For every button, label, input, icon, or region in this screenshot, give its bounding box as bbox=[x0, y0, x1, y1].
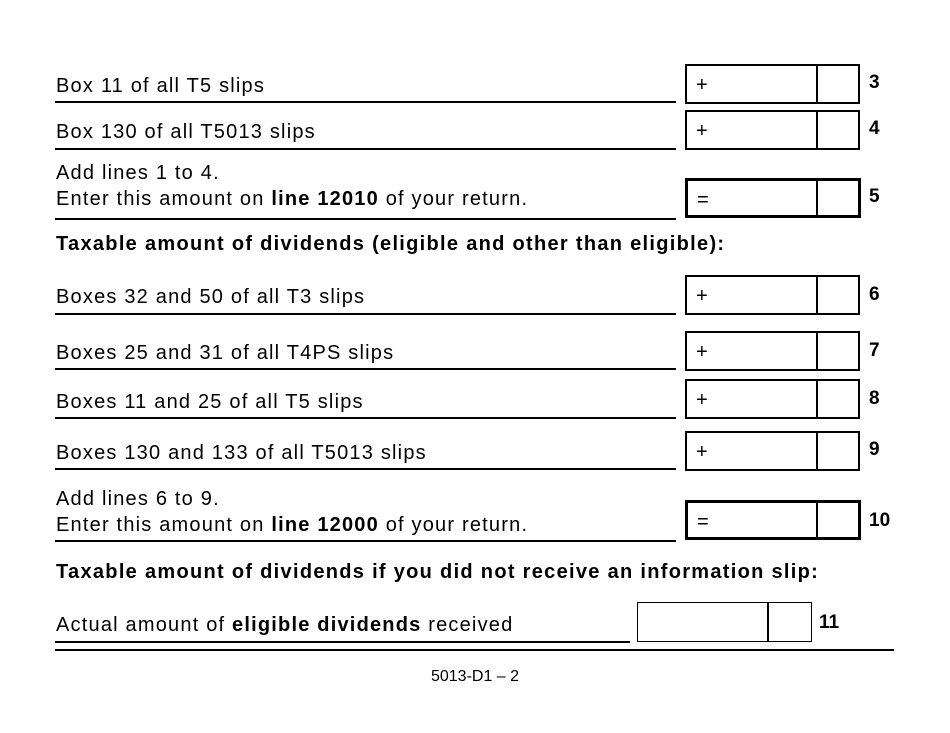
equals-sign: = bbox=[697, 189, 709, 211]
line-6-description: Boxes 32 and 50 of all T3 slips bbox=[56, 286, 366, 308]
line-number-9: 9 bbox=[869, 439, 880, 460]
line-10-description: Enter this amount on line 12000 of your return. bbox=[56, 514, 529, 536]
cents-divider bbox=[816, 333, 818, 369]
line-number-10: 10 bbox=[869, 510, 891, 531]
cents-divider bbox=[816, 181, 818, 215]
line-4-amount-field[interactable] bbox=[685, 110, 860, 150]
page-footer: 5013-D1 – 2 bbox=[430, 668, 520, 685]
line-12010-reference: line 12010 bbox=[271, 188, 379, 210]
line-3-description: Box 11 of all T5 slips bbox=[56, 75, 266, 97]
line-10-underline bbox=[55, 540, 676, 542]
line-5-instruction: Add lines 1 to 4. bbox=[56, 162, 220, 184]
line-12000-reference: line 12000 bbox=[271, 514, 379, 536]
line-10-amount-field[interactable] bbox=[685, 500, 861, 540]
bottom-rule bbox=[55, 649, 894, 651]
line-number-5: 5 bbox=[869, 186, 880, 207]
line-10-instruction: Add lines 6 to 9. bbox=[56, 488, 220, 510]
line-9-amount-field[interactable] bbox=[685, 431, 860, 471]
line-7-description: Boxes 25 and 31 of all T4PS slips bbox=[56, 342, 395, 364]
line-11-underline bbox=[55, 641, 630, 643]
line-number-11: 11 bbox=[819, 612, 840, 633]
cents-divider bbox=[767, 603, 769, 641]
line-4-description: Box 130 of all T5013 slips bbox=[56, 121, 316, 143]
section-heading-dividends: Taxable amount of dividends (eligible and other than eligible): bbox=[56, 233, 726, 255]
line-number-7: 7 bbox=[869, 340, 880, 361]
plus-sign: + bbox=[696, 74, 708, 96]
line-8-description: Boxes 11 and 25 of all T5 slips bbox=[56, 391, 364, 413]
line-3-amount-field[interactable] bbox=[685, 64, 860, 104]
line-5-amount-field[interactable] bbox=[685, 178, 861, 218]
plus-sign: + bbox=[696, 441, 708, 463]
line-9-underline bbox=[55, 468, 676, 470]
plus-sign: + bbox=[696, 341, 708, 363]
cents-divider bbox=[816, 433, 818, 469]
line-5-underline bbox=[55, 218, 676, 220]
plus-sign: + bbox=[696, 120, 708, 142]
line-6-underline bbox=[55, 313, 676, 315]
cents-divider bbox=[816, 503, 818, 537]
line-5-description: Enter this amount on line 12010 of your return. bbox=[56, 188, 529, 210]
line-9-description: Boxes 130 and 133 of all T5013 slips bbox=[56, 442, 427, 464]
line-7-underline bbox=[55, 368, 676, 370]
plus-sign: + bbox=[696, 389, 708, 411]
line-8-amount-field[interactable] bbox=[685, 379, 860, 419]
line-11-amount-field[interactable] bbox=[637, 602, 812, 642]
plus-sign: + bbox=[696, 285, 708, 307]
line-number-3: 3 bbox=[869, 72, 880, 93]
line-8-underline bbox=[55, 417, 676, 419]
cents-divider bbox=[816, 277, 818, 313]
line-number-6: 6 bbox=[869, 284, 880, 305]
line-number-4: 4 bbox=[869, 118, 880, 139]
line-3-underline bbox=[55, 101, 676, 103]
line-11-description: Actual amount of eligible dividends received bbox=[56, 614, 514, 636]
line-number-8: 8 bbox=[869, 388, 880, 409]
eligible-dividends-label: eligible dividends bbox=[232, 614, 422, 636]
line-4-underline bbox=[55, 148, 676, 150]
cents-divider bbox=[816, 112, 818, 148]
cents-divider bbox=[816, 381, 818, 417]
equals-sign: = bbox=[697, 511, 709, 533]
section-heading-no-slip: Taxable amount of dividends if you did not receive an information slip: bbox=[56, 561, 820, 583]
line-7-amount-field[interactable] bbox=[685, 331, 860, 371]
cents-divider bbox=[816, 66, 818, 102]
line-6-amount-field[interactable] bbox=[685, 275, 860, 315]
